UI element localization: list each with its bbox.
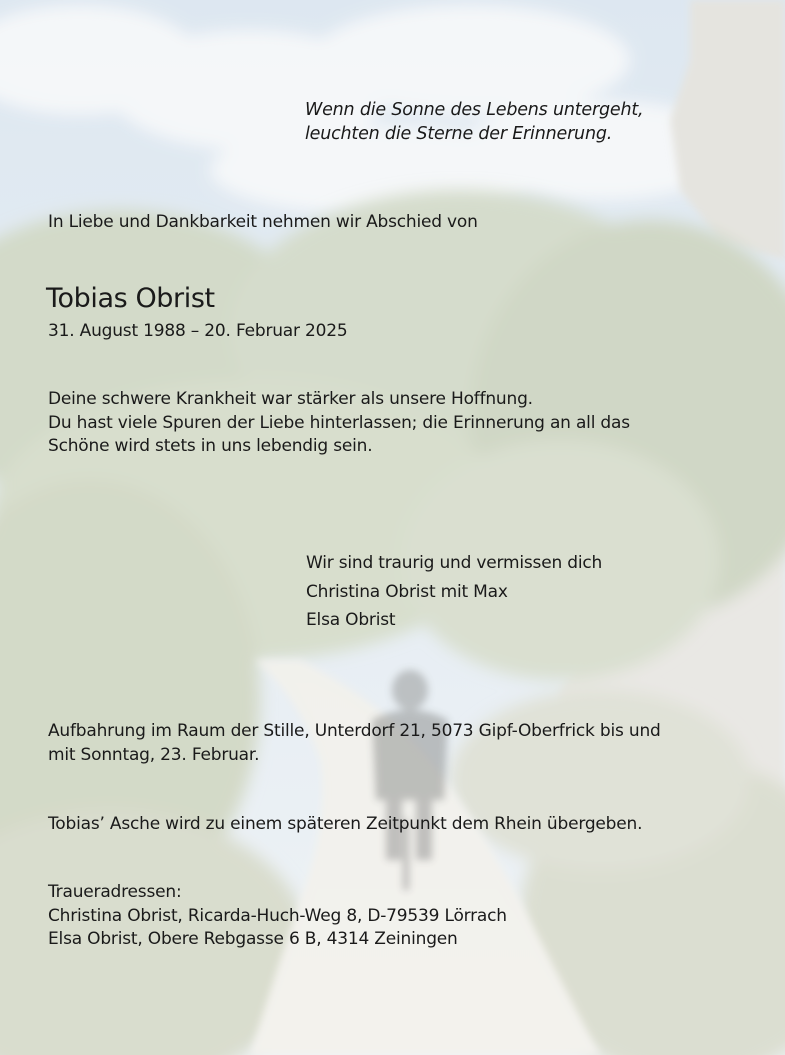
mourning-addresses xyxy=(48,881,507,952)
intro-text: In Liebe und Dankbarkeit nehmen wir Abschied von xyxy=(48,212,478,232)
viewing-info xyxy=(48,720,661,767)
mourners-line: Christina Obrist mit Max xyxy=(306,581,508,602)
address-line: Elsa Obrist, Obere Rebgasse 6 B, 4314 Zeiningen xyxy=(48,929,458,949)
mourners-line: Elsa Obrist xyxy=(306,610,396,630)
message-line: Du hast viele Spuren der Liebe hinterlassen; die Erinnerung an all das xyxy=(48,412,630,433)
farewell-message xyxy=(48,388,630,459)
message-line: Schöne wird stets in uns lebendig sein. xyxy=(48,436,373,456)
motto-quote xyxy=(305,98,643,146)
addresses-heading: Traueradressen: xyxy=(48,882,182,902)
address-line: Christina Obrist, Ricarda-Huch-Weg 8, D-79539 Lörrach xyxy=(48,905,507,926)
mourners-line: Wir sind traurig und vermissen dich xyxy=(306,553,603,573)
viewing-line: Aufbahrung im Raum der Stille, Unterdorf 21, 5073 Gipf-Oberfrick bis und xyxy=(48,721,661,741)
motto-line: Wenn die Sonne des Lebens untergeht, xyxy=(305,100,644,120)
motto-line: leuchten die Sterne der Erinnerung. xyxy=(305,124,613,144)
deceased-name: Tobias Obrist xyxy=(46,283,215,314)
viewing-line: mit Sonntag, 23. Februar. xyxy=(48,744,260,765)
mourners-signature xyxy=(306,549,602,635)
life-dates: 31. August 1988 – 20. Februar 2025 xyxy=(48,321,348,341)
message-line: Deine schwere Krankheit war stärker als unsere Hoffnung. xyxy=(48,389,533,409)
ashes-note: Tobias’ Asche wird zu einem späteren Zeitpunkt dem Rhein übergeben. xyxy=(48,814,643,834)
